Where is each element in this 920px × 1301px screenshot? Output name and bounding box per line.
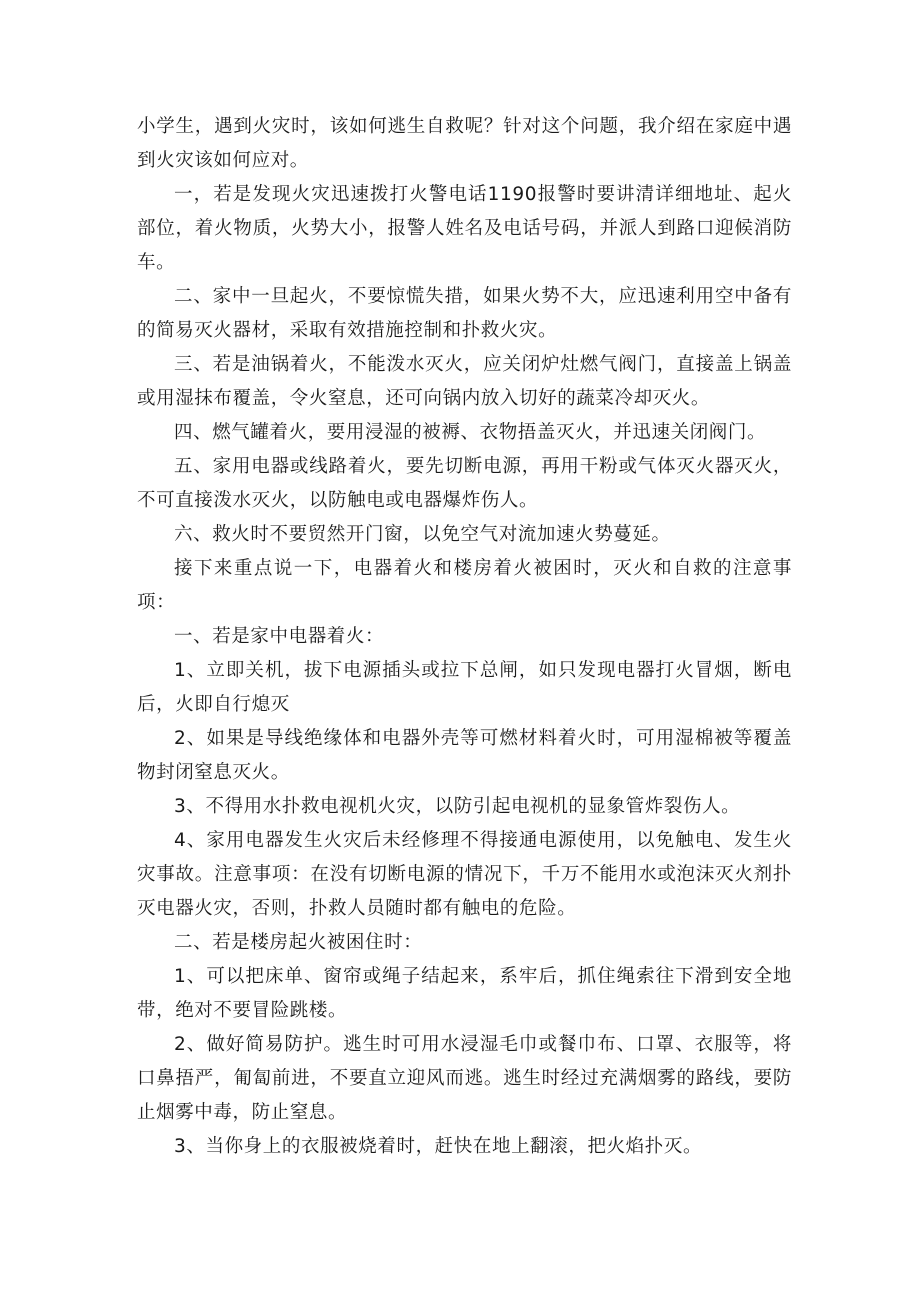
paragraph-step-5: 五、家用电器或线路着火，要先切断电源，再用干粉或气体灭火器灭火，不可直接泼水灭火，以防触电或电器爆炸伤人。 bbox=[137, 456, 792, 511]
document-body bbox=[137, 110, 792, 1164]
paragraph-step-4: 四、燃气罐着火，要用浸湿的被褥、衣物捂盖灭火，并迅速关闭阀门。 bbox=[174, 422, 767, 443]
building-item-1: 1、可以把床单、窗帘或绳子结起来，系牢后，抓住绳索往下滑到安全地带，绝对不要冒险跳楼。 bbox=[137, 966, 792, 1021]
electrical-item-2: 2、如果是导线绝缘体和电器外壳等可燃材料着火时，可用湿棉被等覆盖物封闭窒息灭火。 bbox=[137, 728, 792, 783]
paragraph-step-3: 三、若是油锅着火，不能泼水灭火，应关闭炉灶燃气阀门，直接盖上锅盖或用湿抹布覆盖，令火窒息，还可向锅内放入切好的蔬菜冷却灭火。 bbox=[137, 354, 792, 409]
building-item-2: 2、做好简易防护。逃生时可用水浸湿毛巾或餐巾布、口罩、衣服等，将口鼻捂严，匍匐前进，不要直立迎风而逃。逃生时经过充满烟雾的路线，要防止烟雾中毒，防止窒息。 bbox=[137, 1034, 792, 1123]
electrical-item-1: 1、立即关机，拔下电源插头或拉下总闸，如只发现电器打火冒烟，断电后，火即自行熄灭 bbox=[137, 660, 792, 715]
building-item-3: 3、当你身上的衣服被烧着时，赶快在地上翻滚，把火焰扑灭。 bbox=[174, 1136, 703, 1157]
section-heading-electrical: 一、若是家中电器着火： bbox=[174, 626, 385, 647]
electrical-item-4: 4、家用电器发生火灾后未经修理不得接通电源使用，以免触电、发生火灾事故。注意事项：在没有切断电源的情况下，千万不能用水或泡沫灭火剂扑灭电器火灾，否则，扑救人员随时都有触电的危险。 bbox=[137, 830, 792, 919]
paragraph-step-6: 六、救火时不要贸然开门窗，以免空气对流加速火势蔓延。 bbox=[174, 524, 671, 545]
paragraph-transition: 接下来重点说一下，电器着火和楼房着火被困时，灭火和自救的注意事项： bbox=[137, 558, 792, 613]
paragraph-intro: 小学生，遇到火灾时，该如何逃生自救呢？针对这个问题，我介绍在家庭中遇到火灾该如何应对。 bbox=[137, 116, 792, 171]
electrical-item-3: 3、不得用水扑救电视机火灾，以防引起电视机的显象管炸裂伤人。 bbox=[174, 796, 741, 817]
section-heading-building: 二、若是楼房起火被困住时： bbox=[174, 932, 423, 953]
paragraph-step-2: 二、家中一旦起火，不要惊慌失措，如果火势不大，应迅速利用空中备有的简易灭火器材，采取有效措施控制和扑救火灾。 bbox=[137, 286, 792, 341]
paragraph-step-1: 一，若是发现火灾迅速拨打火警电话1190报警时要讲清详细地址、起火部位，着火物质，火势大小，报警人姓名及电话号码，并派人到路口迎候消防车。 bbox=[137, 184, 792, 273]
